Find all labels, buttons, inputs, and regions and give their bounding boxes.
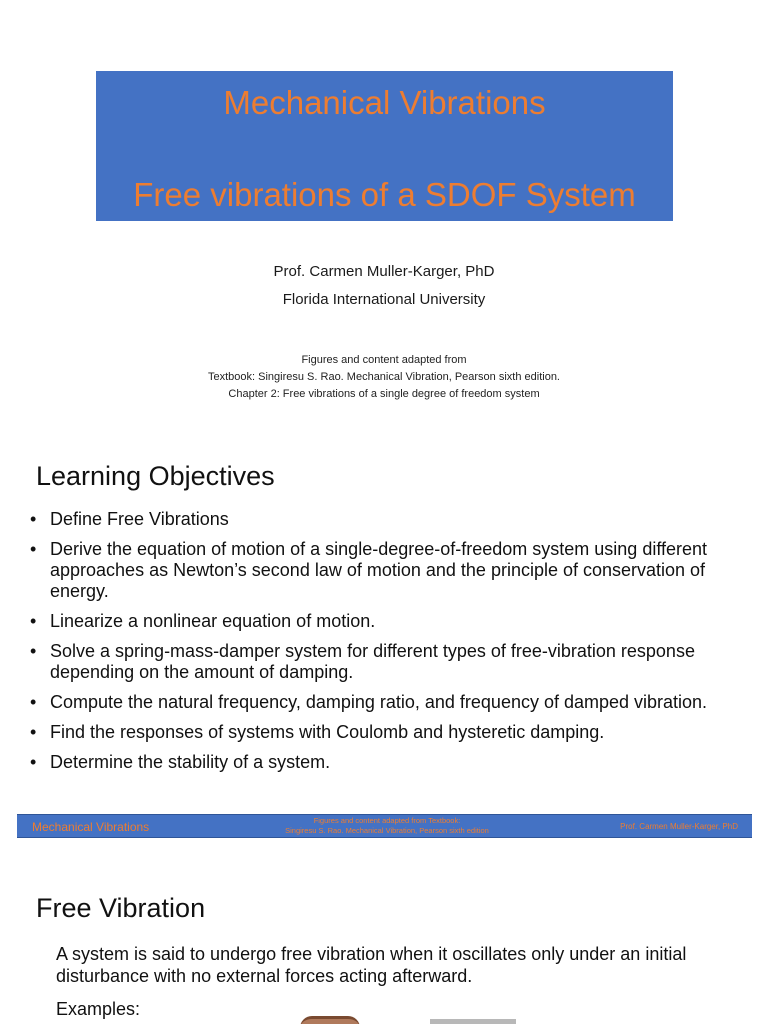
objective-item [30, 752, 730, 773]
example-image-1 [300, 1016, 360, 1024]
footer-credit [217, 816, 557, 836]
examples-label: Examples: [56, 999, 141, 1019]
learning-objectives-list [30, 509, 730, 782]
objective-text: Compute the natural frequency, damping ratio, and frequency of damped vibration. [50, 692, 708, 712]
bullet-icon: • [30, 641, 37, 661]
bullet-icon: • [30, 539, 37, 559]
footer-course-title: Mechanical Vibrations [32, 820, 150, 834]
example-image-2 [430, 1019, 516, 1024]
slide-footer [0, 814, 768, 866]
objective-item [30, 641, 730, 683]
bullet-icon: • [30, 722, 37, 742]
bullet-icon: • [30, 752, 37, 772]
footer-credit-line-1: Figures and content adapted from Textbook: [313, 816, 461, 825]
adapted-line-2: Textbook: Singiresu S. Rao. Mechanical Vibration, Pearson sixth edition. [208, 371, 560, 383]
objective-item [30, 509, 730, 530]
objective-item [30, 692, 730, 713]
objective-text: Find the responses of systems with Coulomb and hysteretic damping. [50, 722, 605, 742]
bullet-icon: • [30, 692, 37, 712]
learning-objectives-heading: Learning Objectives [36, 461, 275, 491]
objective-text: Derive the equation of motion of a single-degree-of-freedom system using different approaches as Newton’s second law of motion and the principle of conservation of energy. [50, 539, 708, 601]
free-vibration-heading: Free Vibration [36, 893, 206, 923]
adapted-line-3: Chapter 2: Free vibrations of a single degree of freedom system [228, 388, 540, 400]
footer-author: Prof. Carmen Muller-Karger, PhD [620, 822, 738, 831]
adapted-line-1: Figures and content adapted from [301, 354, 467, 366]
bullet-icon: • [30, 509, 37, 529]
free-vibration-definition: A system is said to undergo free vibration when it oscillates only under an initial disturbance with no external forces acting afterward. [56, 944, 687, 986]
objective-item [30, 611, 730, 632]
author-affiliation: Florida International University [282, 291, 486, 308]
author-name: Prof. Carmen Muller-Karger, PhD [273, 263, 495, 280]
bullet-icon: • [30, 611, 37, 631]
title-main: Mechanical Vibrations [223, 84, 546, 121]
objective-text: Determine the stability of a system. [50, 752, 331, 772]
objective-text: Linearize a nonlinear equation of motion. [50, 611, 376, 631]
footer-band [17, 814, 752, 838]
objective-text: Define Free Vibrations [50, 509, 229, 529]
adapted-note [0, 352, 768, 403]
objective-text: Solve a spring-mass-damper system for different types of free-vibration response depending on the amount of damping. [50, 641, 695, 682]
title-banner [96, 71, 673, 221]
footer-credit-line-2: Singiresu S. Rao. Mechanical Vibration, Pearson sixth edition [285, 826, 489, 835]
objective-item [30, 722, 730, 743]
objective-item [30, 539, 730, 602]
author-block [0, 258, 768, 314]
title-subtitle: Free vibrations of a SDOF System [133, 176, 636, 213]
